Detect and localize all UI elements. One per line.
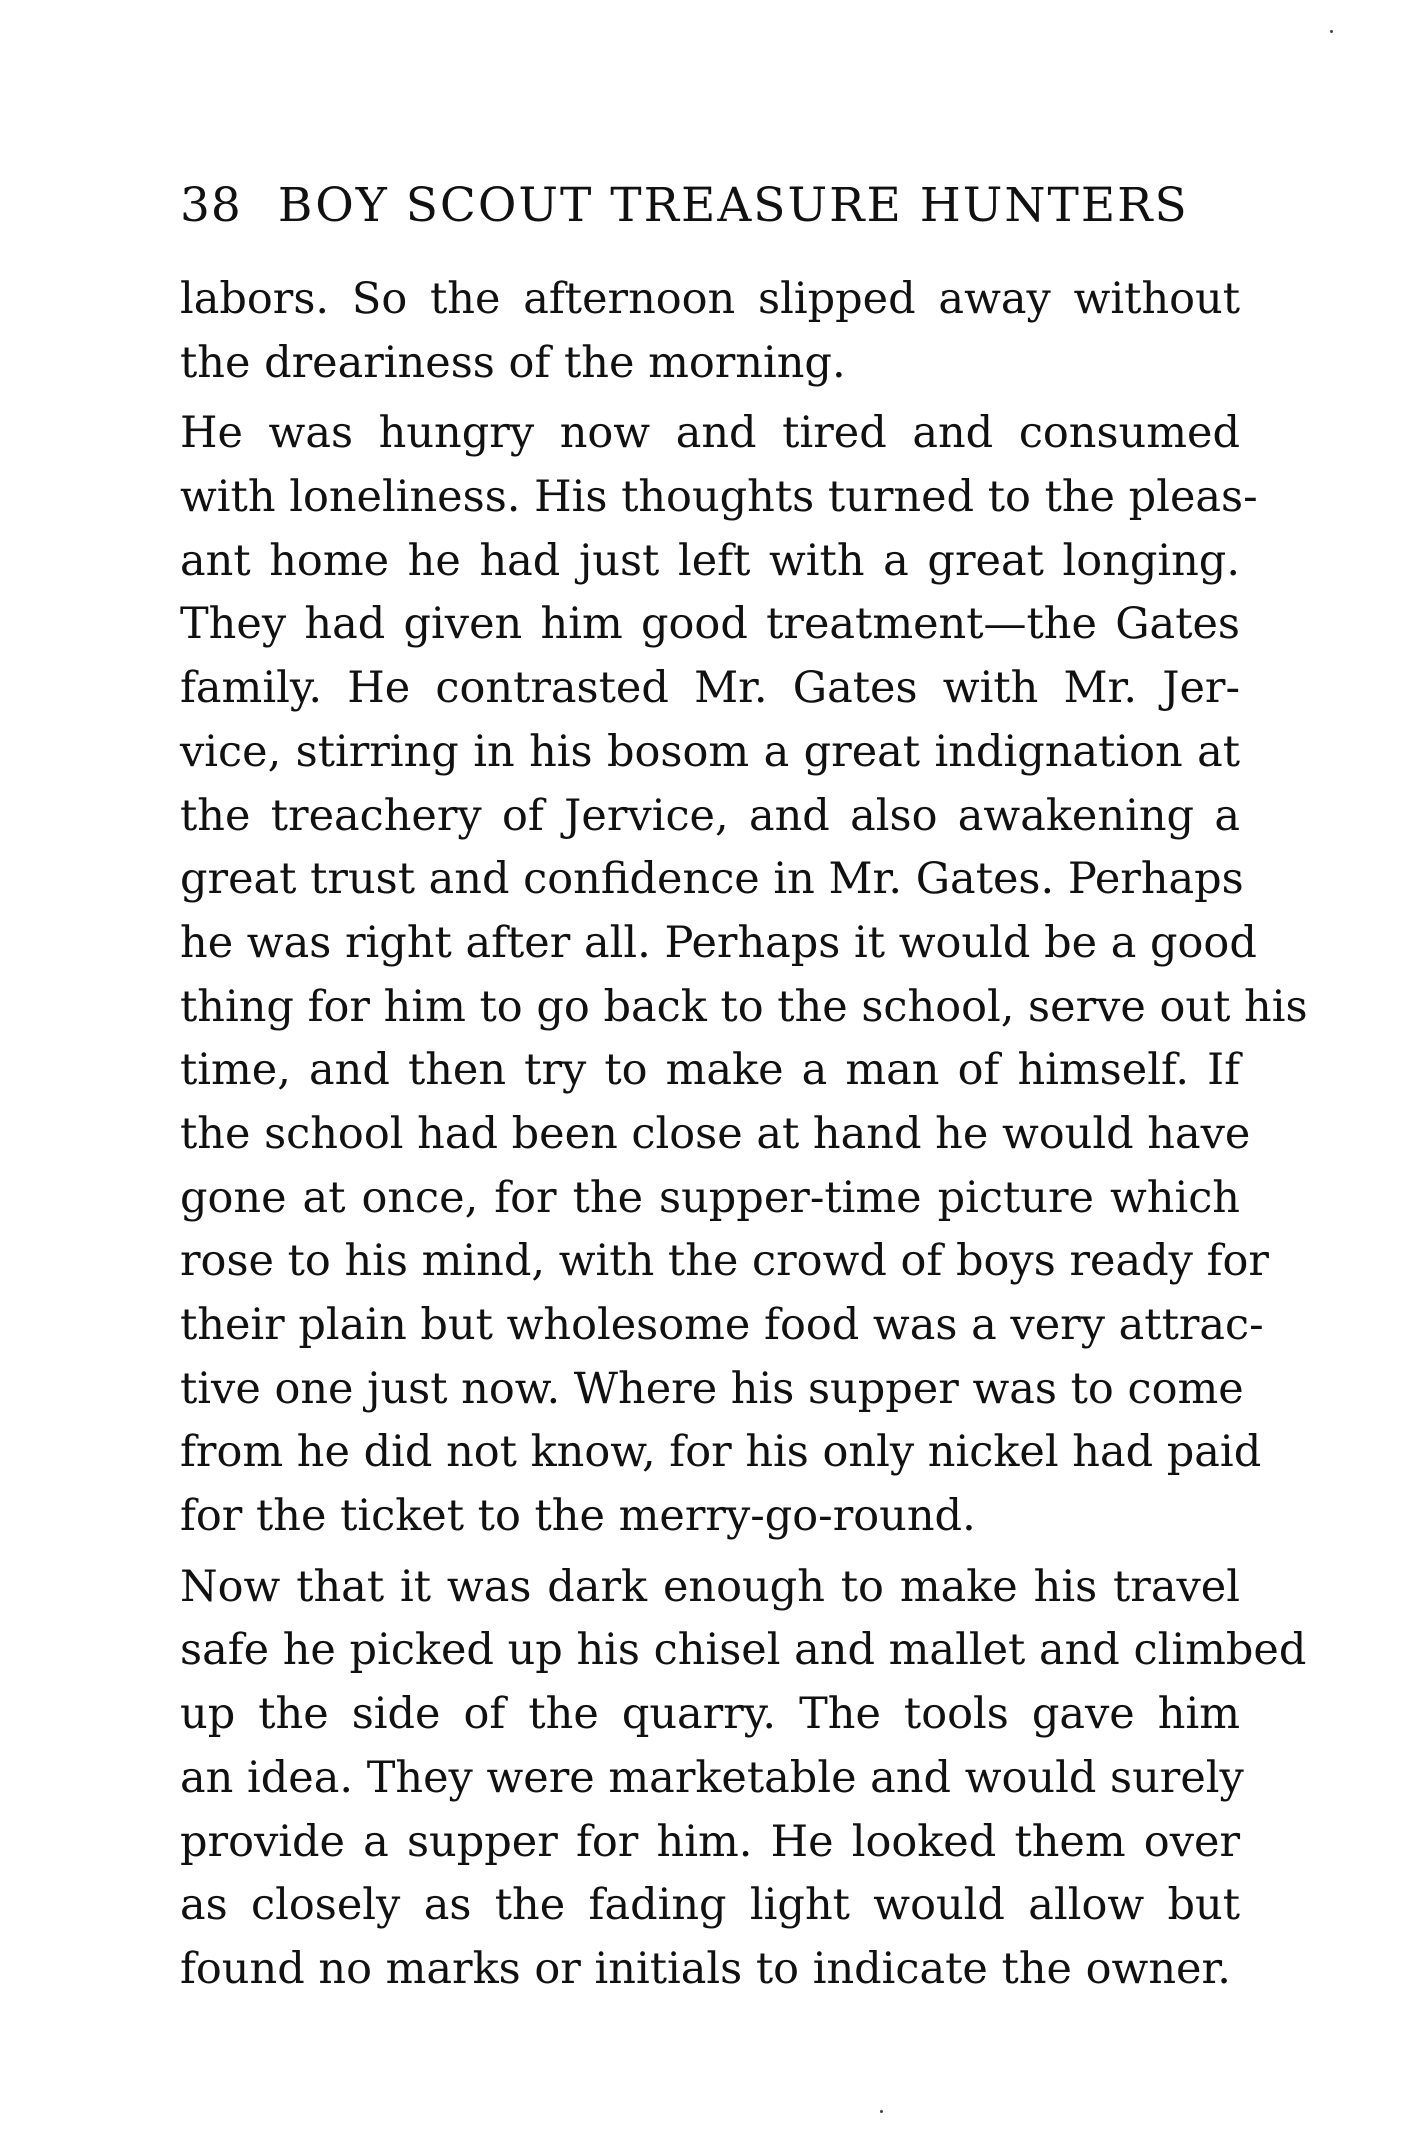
text-line: safe he picked up his chisel and mallet and climbed (180, 1625, 1307, 1676)
text-line: their plain but wholesome food was a very attrac- (180, 1300, 1264, 1350)
text-line: great trust and confidence in Mr. Gates. Perhaps (180, 854, 1244, 905)
text-line: rose to his mind, with the crowd of boys ready for (180, 1236, 1269, 1287)
text-line: with loneliness. His thoughts turned to the pleas- (180, 472, 1258, 523)
text-line: an idea. They were marketable and would surely (180, 1752, 1244, 1803)
running-header (180, 178, 1240, 248)
text-line: the treachery of Jervice, and also awakening a (180, 790, 1240, 841)
text-line: the dreariness of the morning. (180, 337, 846, 388)
text-line: provide a supper for him. He looked them over (180, 1816, 1240, 1867)
text-line: he was right after all. Perhaps it would be a good (180, 917, 1257, 968)
paragraph-2 (180, 402, 1308, 1548)
text-line: up the side of the quarry. The tools gave him (180, 1689, 1240, 1740)
text-line: from he did not know, for his only nickel had paid (180, 1427, 1262, 1478)
page-number: 38 (180, 178, 242, 233)
scan-speck (880, 2110, 883, 2113)
text-line: as closely as the fading light would allow but (180, 1880, 1240, 1931)
text-line: family. He contrasted Mr. Gates with Mr. Jer- (180, 663, 1240, 714)
text-line: He was hungry now and tired and consumed (180, 408, 1240, 459)
text-line: for the ticket to the merry-go-round. (180, 1491, 976, 1542)
text-line: ant home he had just left with a great longing. (180, 535, 1240, 586)
text-line: labors. So the afternoon slipped away without (180, 274, 1240, 324)
text-line: vice, stirring in his bosom a great indignation at (180, 726, 1240, 777)
text-line: thing for him to go back to the school, serve out his (180, 981, 1308, 1032)
running-title: BOY SCOUT TREASURE HUNTERS (277, 178, 1189, 233)
scan-speck (1330, 30, 1333, 33)
text-line: found no marks or initials to indicate the owner. (180, 1943, 1231, 1994)
text-line: Now that it was dark enough to make his travel (180, 1561, 1240, 1612)
paragraph-1 (180, 268, 1240, 395)
paragraph-3 (180, 1556, 1307, 2002)
text-line: They had given him good treatment—the Gates (180, 599, 1240, 650)
body-text (180, 268, 1308, 2002)
text-line: the school had been close at hand he would have (180, 1108, 1251, 1159)
text-line: tive one just now. Where his supper was to come (180, 1363, 1244, 1414)
text-line: time, and then try to make a man of himself. If (180, 1045, 1240, 1096)
text-line: gone at once, for the supper-time picture which (180, 1172, 1240, 1223)
